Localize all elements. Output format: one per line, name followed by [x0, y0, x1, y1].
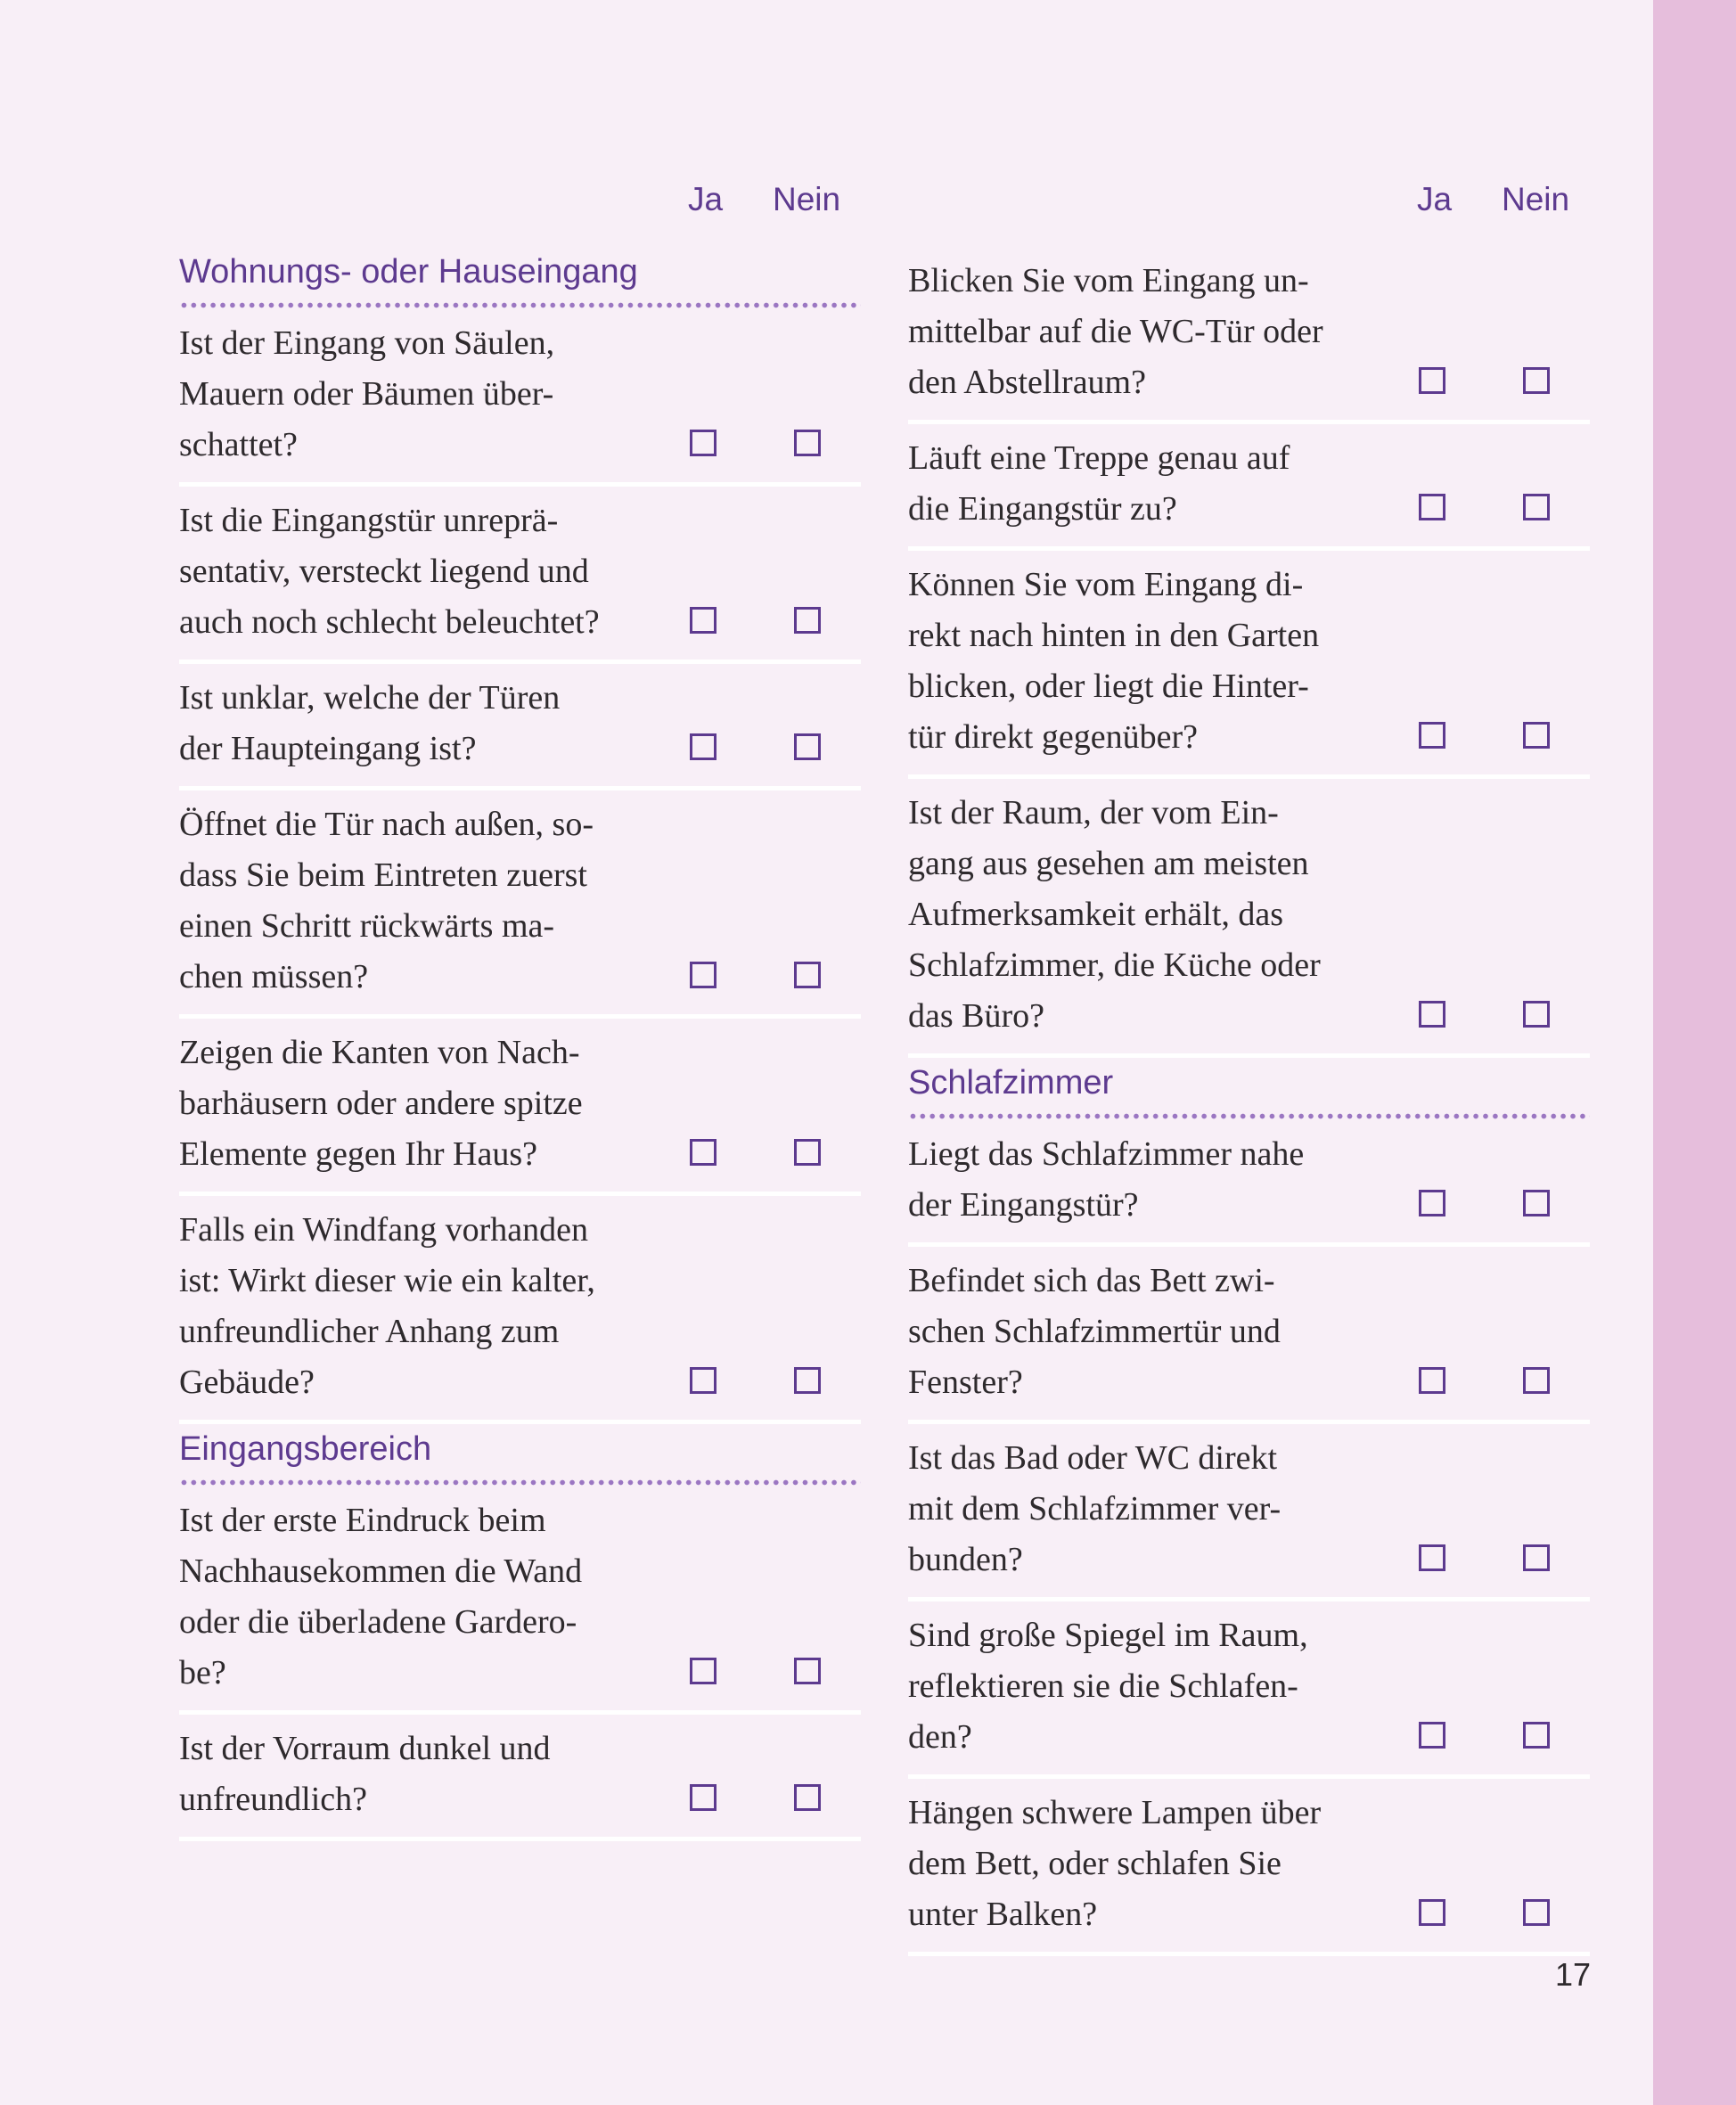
nein-column-label: Nein — [1502, 181, 1570, 217]
page-number: 17 — [1555, 1956, 1592, 1993]
nein-checkbox[interactable] — [1523, 367, 1550, 394]
ja-checkbox[interactable] — [690, 962, 717, 988]
nein-checkbox[interactable] — [794, 1658, 821, 1684]
question-text: Zeigen die Kanten von Nach- barhäusern oder andere spitze Elemente gegen Ihr Haus? — [179, 1034, 583, 1173]
right-checklist — [908, 247, 1590, 1956]
checklist-item — [908, 1247, 1590, 1424]
question-text: Läuft eine Treppe genau auf die Eingangstür zu? — [908, 439, 1290, 528]
nein-checkbox[interactable] — [1523, 1001, 1550, 1028]
nein-checkbox[interactable] — [794, 607, 821, 634]
nein-checkbox[interactable] — [794, 430, 821, 456]
question-text: Ist das Bad oder WC direkt mit dem Schlafzimmer ver- bunden? — [908, 1439, 1282, 1578]
question-text: Sind große Spiegel im Raum, reflektieren sie die Schlafen- den? — [908, 1617, 1308, 1756]
question-text: Ist der erste Eindruck beim Nachhausekommen die Wand oder die überladene Gardero- be? — [179, 1502, 583, 1691]
question-text: Öffnet die Tür nach außen, so- dass Sie beim Eintreten zuerst einen Schritt rückwärts ma- chen müssen? — [179, 806, 594, 995]
question-text: Liegt das Schlafzimmer nahe der Eingangstür? — [908, 1135, 1305, 1224]
checklist-item — [908, 1601, 1590, 1779]
checklist-item — [179, 487, 861, 664]
checklist-item — [179, 1487, 861, 1715]
ja-column-label: Ja — [1417, 181, 1453, 217]
ja-checkbox[interactable] — [690, 1658, 717, 1684]
checklist-item — [179, 664, 861, 790]
question-text: Können Sie vom Eingang di- rekt nach hinten in den Garten blicken, oder liegt die Hinter- tür direkt gegenüber? — [908, 566, 1320, 756]
nein-checkbox[interactable] — [1523, 1899, 1550, 1926]
nein-checkbox[interactable] — [794, 1784, 821, 1811]
section-heading: Wohnungs- oder Hauseingang — [179, 247, 861, 309]
ja-checkbox[interactable] — [1419, 1001, 1445, 1028]
ja-column-label: Ja — [688, 181, 724, 217]
ja-checkbox[interactable] — [1419, 1544, 1445, 1571]
checklist-item — [908, 1120, 1590, 1247]
question-text: Ist der Raum, der vom Ein- gang aus gesehen am meisten Aufmerksamkeit erhält, das Schlafzimmer, die Küche oder das Büro? — [908, 794, 1321, 1035]
ja-checkbox[interactable] — [690, 1139, 717, 1166]
nein-checkbox[interactable] — [1523, 1367, 1550, 1394]
nein-checkbox[interactable] — [1523, 1190, 1550, 1216]
section-heading: Schlafzimmer — [908, 1058, 1590, 1120]
question-text: Hängen schwere Lampen über dem Bett, oder schlafen Sie unter Balken? — [908, 1794, 1322, 1933]
question-text: Ist unklar, welche der Türen der Haupteingang ist? — [179, 679, 561, 767]
ja-checkbox[interactable] — [690, 430, 717, 456]
section-heading: Eingangsbereich — [179, 1424, 861, 1487]
checklist-item — [179, 1019, 861, 1196]
checklist-item — [908, 247, 1590, 424]
ja-checkbox[interactable] — [1419, 1367, 1445, 1394]
ja-checkbox[interactable] — [690, 733, 717, 760]
side-color-strip — [1653, 0, 1736, 2105]
nein-checkbox[interactable] — [1523, 1544, 1550, 1571]
ja-checkbox[interactable] — [1419, 367, 1445, 394]
ja-checkbox[interactable] — [1419, 1190, 1445, 1216]
question-text: Ist der Vorraum dunkel und unfreundlich? — [179, 1730, 551, 1818]
right-column-header — [908, 175, 1590, 225]
left-checklist — [179, 247, 861, 1841]
nein-checkbox[interactable] — [794, 1139, 821, 1166]
checklist-item — [908, 1779, 1590, 1956]
ja-checkbox[interactable] — [690, 1367, 717, 1394]
ja-checkbox[interactable] — [1419, 1722, 1445, 1749]
checklist-item — [908, 1424, 1590, 1601]
left-column-header — [179, 175, 861, 225]
checklist-item — [908, 779, 1590, 1058]
nein-checkbox[interactable] — [794, 1367, 821, 1394]
checklist-item — [179, 1196, 861, 1424]
checklist-item — [179, 1715, 861, 1841]
checklist-item — [908, 551, 1590, 779]
nein-checkbox[interactable] — [1523, 1722, 1550, 1749]
nein-checkbox[interactable] — [1523, 722, 1550, 749]
ja-checkbox[interactable] — [690, 1784, 717, 1811]
nein-column-label: Nein — [773, 181, 841, 217]
checklist-item — [179, 309, 861, 487]
question-text: Blicken Sie vom Eingang un- mittelbar auf die WC-Tür oder den Abstellraum? — [908, 262, 1323, 401]
checklist-item — [179, 790, 861, 1019]
ja-checkbox[interactable] — [1419, 1899, 1445, 1926]
nein-checkbox[interactable] — [1523, 494, 1550, 520]
nein-checkbox[interactable] — [794, 962, 821, 988]
question-text: Falls ein Windfang vorhanden ist: Wirkt dieser wie ein kalter, unfreundlicher Anhang zum Gebäude? — [179, 1211, 595, 1401]
ja-checkbox[interactable] — [690, 607, 717, 634]
ja-checkbox[interactable] — [1419, 722, 1445, 749]
checklist-item — [908, 424, 1590, 551]
question-text: Ist der Eingang von Säulen, Mauern oder Bäumen über- schattet? — [179, 324, 555, 463]
ja-checkbox[interactable] — [1419, 494, 1445, 520]
nein-checkbox[interactable] — [794, 733, 821, 760]
question-text: Befindet sich das Bett zwi- schen Schlafzimmertür und Fenster? — [908, 1262, 1281, 1401]
question-text: Ist die Eingangstür unreprä- sentativ, versteckt liegend und auch noch schlecht beleuchtet? — [179, 502, 600, 641]
